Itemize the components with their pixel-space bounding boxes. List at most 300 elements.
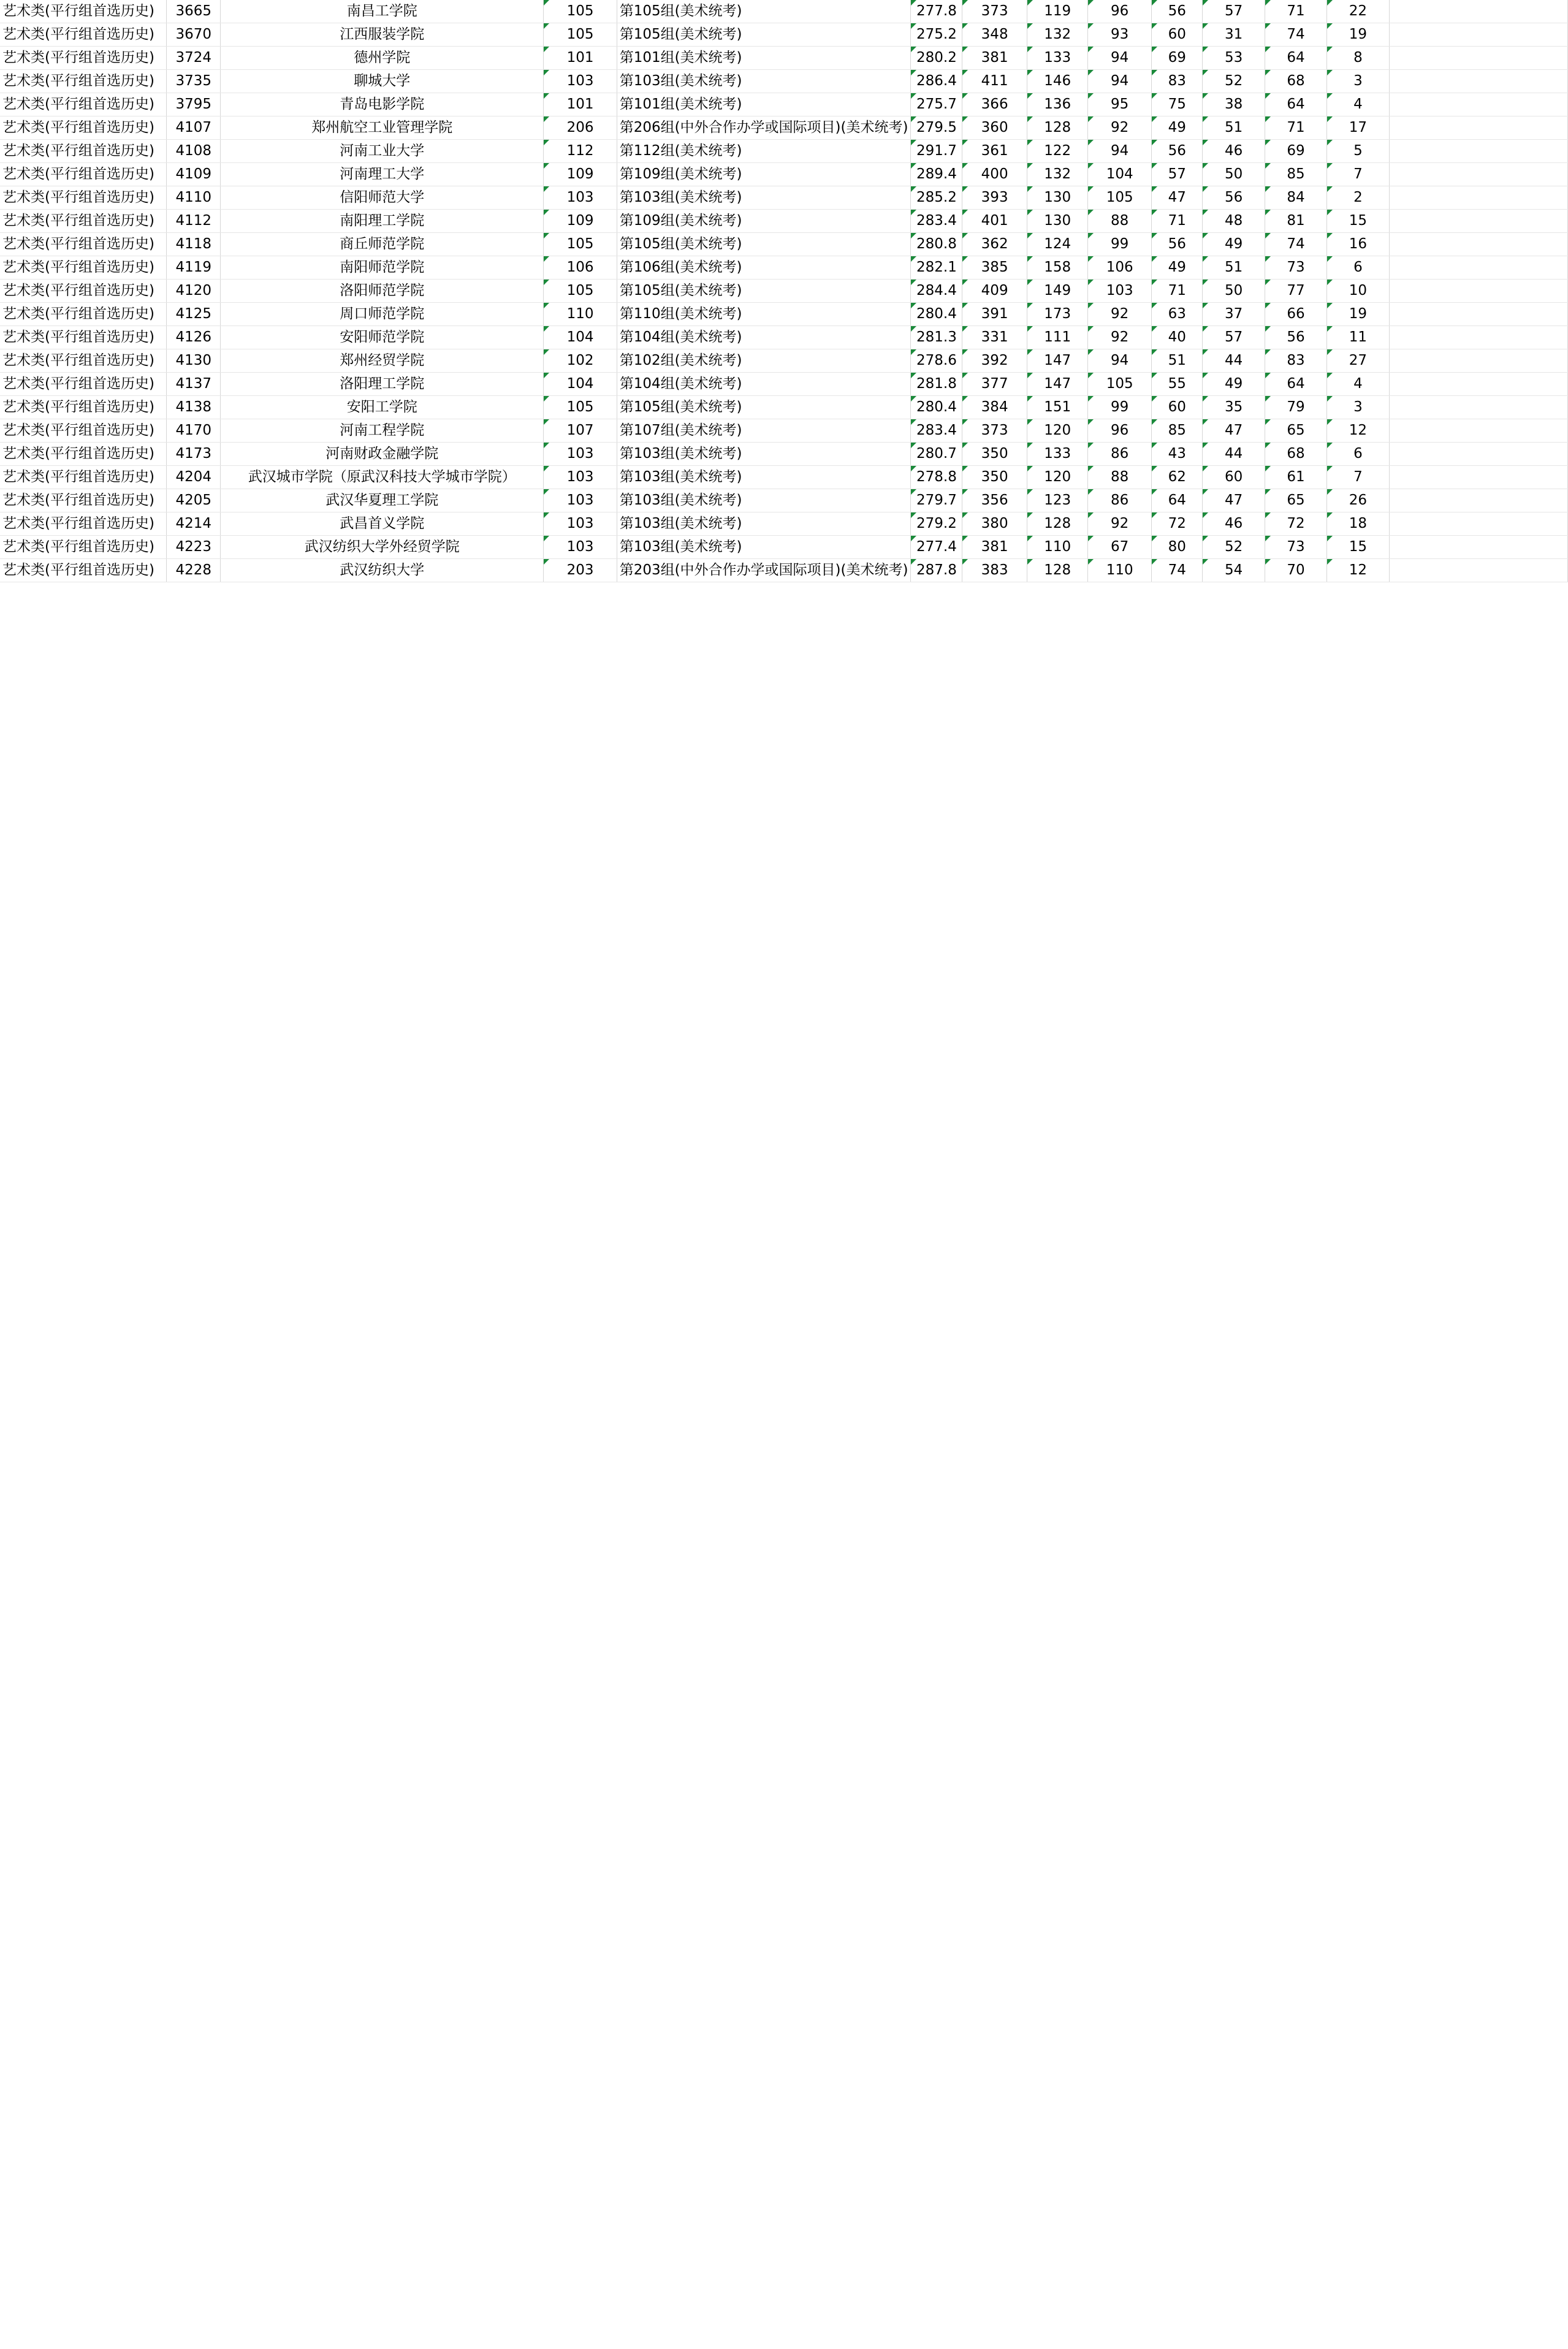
school-code-cell[interactable]: 4214 bbox=[167, 512, 221, 536]
chinese-score-cell[interactable]: 133 bbox=[1027, 47, 1088, 70]
group-name-cell[interactable]: 第109组(美术统考) bbox=[617, 210, 911, 233]
school-name-cell[interactable]: 南阳师范学院 bbox=[221, 256, 544, 280]
foreign-lang-cell[interactable]: 51 bbox=[1151, 349, 1203, 373]
group-name-cell[interactable]: 第203组(中外合作办学或国际项目)(美术统考) bbox=[617, 559, 911, 582]
second-subject-cell[interactable]: 70 bbox=[1265, 559, 1326, 582]
second-subject-cell[interactable]: 81 bbox=[1265, 210, 1326, 233]
remark-cell[interactable] bbox=[1389, 47, 1567, 70]
second-subject-cell[interactable]: 65 bbox=[1265, 419, 1326, 443]
table-row[interactable] bbox=[0, 93, 1568, 116]
math-score-cell[interactable]: 99 bbox=[1088, 233, 1152, 256]
parallel-count-cell[interactable]: 19 bbox=[1327, 303, 1389, 326]
group-code-cell[interactable]: 203 bbox=[544, 559, 617, 582]
second-subject-cell[interactable]: 61 bbox=[1265, 466, 1326, 489]
group-name-cell[interactable]: 第105组(美术统考) bbox=[617, 233, 911, 256]
math-score-cell[interactable]: 96 bbox=[1088, 0, 1152, 23]
first-subject-cell[interactable]: 46 bbox=[1203, 140, 1265, 163]
chinese-score-cell[interactable]: 123 bbox=[1027, 489, 1088, 512]
table-row[interactable] bbox=[0, 396, 1568, 419]
parallel-count-cell[interactable]: 19 bbox=[1327, 23, 1389, 47]
chinese-score-cell[interactable]: 124 bbox=[1027, 233, 1088, 256]
chinese-score-cell[interactable]: 149 bbox=[1027, 280, 1088, 303]
category-cell[interactable]: 艺术类(平行组首选历史) bbox=[0, 70, 167, 93]
parallel-count-cell[interactable]: 7 bbox=[1327, 466, 1389, 489]
school-code-cell[interactable]: 4125 bbox=[167, 303, 221, 326]
foreign-lang-cell[interactable]: 63 bbox=[1151, 303, 1203, 326]
min-score-cell[interactable]: 277.8 bbox=[911, 0, 962, 23]
math-score-cell[interactable]: 94 bbox=[1088, 349, 1152, 373]
group-code-cell[interactable]: 206 bbox=[544, 116, 617, 140]
table-row[interactable] bbox=[0, 280, 1568, 303]
math-score-cell[interactable]: 88 bbox=[1088, 210, 1152, 233]
group-code-cell[interactable]: 103 bbox=[544, 512, 617, 536]
group-name-cell[interactable]: 第101组(美术统考) bbox=[617, 47, 911, 70]
min-rank-cell[interactable]: 392 bbox=[962, 349, 1027, 373]
second-subject-cell[interactable]: 71 bbox=[1265, 0, 1326, 23]
school-name-cell[interactable]: 河南工程学院 bbox=[221, 419, 544, 443]
table-row[interactable] bbox=[0, 443, 1568, 466]
school-name-cell[interactable]: 安阳师范学院 bbox=[221, 326, 544, 349]
parallel-count-cell[interactable]: 15 bbox=[1327, 210, 1389, 233]
second-subject-cell[interactable]: 84 bbox=[1265, 186, 1326, 210]
school-name-cell[interactable]: 武昌首义学院 bbox=[221, 512, 544, 536]
table-row[interactable] bbox=[0, 303, 1568, 326]
min-score-cell[interactable]: 275.2 bbox=[911, 23, 962, 47]
second-subject-cell[interactable]: 74 bbox=[1265, 23, 1326, 47]
group-name-cell[interactable]: 第107组(美术统考) bbox=[617, 419, 911, 443]
remark-cell[interactable] bbox=[1389, 419, 1567, 443]
min-rank-cell[interactable]: 381 bbox=[962, 536, 1027, 559]
math-score-cell[interactable]: 94 bbox=[1088, 47, 1152, 70]
first-subject-cell[interactable]: 49 bbox=[1203, 373, 1265, 396]
min-rank-cell[interactable]: 373 bbox=[962, 0, 1027, 23]
chinese-score-cell[interactable]: 120 bbox=[1027, 419, 1088, 443]
second-subject-cell[interactable]: 56 bbox=[1265, 326, 1326, 349]
remark-cell[interactable] bbox=[1389, 23, 1567, 47]
group-name-cell[interactable]: 第112组(美术统考) bbox=[617, 140, 911, 163]
min-rank-cell[interactable]: 377 bbox=[962, 373, 1027, 396]
group-name-cell[interactable]: 第102组(美术统考) bbox=[617, 349, 911, 373]
min-score-cell[interactable]: 287.8 bbox=[911, 559, 962, 582]
school-code-cell[interactable]: 3665 bbox=[167, 0, 221, 23]
first-subject-cell[interactable]: 60 bbox=[1203, 466, 1265, 489]
school-name-cell[interactable]: 安阳工学院 bbox=[221, 396, 544, 419]
category-cell[interactable]: 艺术类(平行组首选历史) bbox=[0, 116, 167, 140]
foreign-lang-cell[interactable]: 64 bbox=[1151, 489, 1203, 512]
group-name-cell[interactable]: 第101组(美术统考) bbox=[617, 93, 911, 116]
second-subject-cell[interactable]: 74 bbox=[1265, 233, 1326, 256]
second-subject-cell[interactable]: 72 bbox=[1265, 512, 1326, 536]
foreign-lang-cell[interactable]: 71 bbox=[1151, 280, 1203, 303]
remark-cell[interactable] bbox=[1389, 536, 1567, 559]
first-subject-cell[interactable]: 51 bbox=[1203, 256, 1265, 280]
group-code-cell[interactable]: 103 bbox=[544, 70, 617, 93]
school-code-cell[interactable]: 4223 bbox=[167, 536, 221, 559]
first-subject-cell[interactable]: 46 bbox=[1203, 512, 1265, 536]
table-row[interactable] bbox=[0, 512, 1568, 536]
min-score-cell[interactable]: 277.4 bbox=[911, 536, 962, 559]
remark-cell[interactable] bbox=[1389, 70, 1567, 93]
chinese-score-cell[interactable]: 128 bbox=[1027, 512, 1088, 536]
math-score-cell[interactable]: 88 bbox=[1088, 466, 1152, 489]
second-subject-cell[interactable]: 73 bbox=[1265, 536, 1326, 559]
school-name-cell[interactable]: 武汉华夏理工学院 bbox=[221, 489, 544, 512]
min-rank-cell[interactable]: 380 bbox=[962, 512, 1027, 536]
chinese-score-cell[interactable]: 146 bbox=[1027, 70, 1088, 93]
school-name-cell[interactable]: 武汉城市学院（原武汉科技大学城市学院） bbox=[221, 466, 544, 489]
school-code-cell[interactable]: 4120 bbox=[167, 280, 221, 303]
school-code-cell[interactable]: 4205 bbox=[167, 489, 221, 512]
min-rank-cell[interactable]: 362 bbox=[962, 233, 1027, 256]
group-name-cell[interactable]: 第106组(美术统考) bbox=[617, 256, 911, 280]
second-subject-cell[interactable]: 69 bbox=[1265, 140, 1326, 163]
category-cell[interactable]: 艺术类(平行组首选历史) bbox=[0, 186, 167, 210]
min-rank-cell[interactable]: 331 bbox=[962, 326, 1027, 349]
parallel-count-cell[interactable]: 3 bbox=[1327, 70, 1389, 93]
min-rank-cell[interactable]: 366 bbox=[962, 93, 1027, 116]
remark-cell[interactable] bbox=[1389, 373, 1567, 396]
first-subject-cell[interactable]: 37 bbox=[1203, 303, 1265, 326]
school-name-cell[interactable]: 青岛电影学院 bbox=[221, 93, 544, 116]
foreign-lang-cell[interactable]: 49 bbox=[1151, 116, 1203, 140]
remark-cell[interactable] bbox=[1389, 93, 1567, 116]
group-code-cell[interactable]: 106 bbox=[544, 256, 617, 280]
group-code-cell[interactable]: 105 bbox=[544, 396, 617, 419]
group-code-cell[interactable]: 105 bbox=[544, 233, 617, 256]
group-code-cell[interactable]: 105 bbox=[544, 23, 617, 47]
parallel-count-cell[interactable]: 12 bbox=[1327, 559, 1389, 582]
remark-cell[interactable] bbox=[1389, 512, 1567, 536]
parallel-count-cell[interactable]: 10 bbox=[1327, 280, 1389, 303]
min-score-cell[interactable]: 282.1 bbox=[911, 256, 962, 280]
parallel-count-cell[interactable]: 4 bbox=[1327, 373, 1389, 396]
category-cell[interactable]: 艺术类(平行组首选历史) bbox=[0, 47, 167, 70]
group-name-cell[interactable]: 第105组(美术统考) bbox=[617, 23, 911, 47]
first-subject-cell[interactable]: 50 bbox=[1203, 163, 1265, 186]
min-score-cell[interactable]: 280.7 bbox=[911, 443, 962, 466]
school-code-cell[interactable]: 4118 bbox=[167, 233, 221, 256]
first-subject-cell[interactable]: 52 bbox=[1203, 70, 1265, 93]
category-cell[interactable]: 艺术类(平行组首选历史) bbox=[0, 373, 167, 396]
category-cell[interactable]: 艺术类(平行组首选历史) bbox=[0, 303, 167, 326]
category-cell[interactable]: 艺术类(平行组首选历史) bbox=[0, 233, 167, 256]
school-code-cell[interactable]: 3735 bbox=[167, 70, 221, 93]
foreign-lang-cell[interactable]: 72 bbox=[1151, 512, 1203, 536]
parallel-count-cell[interactable]: 27 bbox=[1327, 349, 1389, 373]
table-row[interactable] bbox=[0, 70, 1568, 93]
foreign-lang-cell[interactable]: 80 bbox=[1151, 536, 1203, 559]
second-subject-cell[interactable]: 64 bbox=[1265, 93, 1326, 116]
remark-cell[interactable] bbox=[1389, 349, 1567, 373]
second-subject-cell[interactable]: 65 bbox=[1265, 489, 1326, 512]
min-score-cell[interactable]: 283.4 bbox=[911, 419, 962, 443]
min-rank-cell[interactable]: 411 bbox=[962, 70, 1027, 93]
min-rank-cell[interactable]: 384 bbox=[962, 396, 1027, 419]
group-name-cell[interactable]: 第104组(美术统考) bbox=[617, 373, 911, 396]
foreign-lang-cell[interactable]: 56 bbox=[1151, 233, 1203, 256]
group-code-cell[interactable]: 109 bbox=[544, 163, 617, 186]
chinese-score-cell[interactable]: 120 bbox=[1027, 466, 1088, 489]
foreign-lang-cell[interactable]: 56 bbox=[1151, 0, 1203, 23]
math-score-cell[interactable]: 99 bbox=[1088, 396, 1152, 419]
parallel-count-cell[interactable]: 15 bbox=[1327, 536, 1389, 559]
remark-cell[interactable] bbox=[1389, 140, 1567, 163]
math-score-cell[interactable]: 92 bbox=[1088, 512, 1152, 536]
school-name-cell[interactable]: 南阳理工学院 bbox=[221, 210, 544, 233]
parallel-count-cell[interactable]: 3 bbox=[1327, 396, 1389, 419]
group-code-cell[interactable]: 112 bbox=[544, 140, 617, 163]
min-rank-cell[interactable]: 391 bbox=[962, 303, 1027, 326]
min-score-cell[interactable]: 280.4 bbox=[911, 303, 962, 326]
first-subject-cell[interactable]: 38 bbox=[1203, 93, 1265, 116]
math-score-cell[interactable]: 94 bbox=[1088, 70, 1152, 93]
math-score-cell[interactable]: 103 bbox=[1088, 280, 1152, 303]
table-row[interactable] bbox=[0, 326, 1568, 349]
min-score-cell[interactable]: 286.4 bbox=[911, 70, 962, 93]
group-name-cell[interactable]: 第105组(美术统考) bbox=[617, 396, 911, 419]
school-code-cell[interactable]: 4108 bbox=[167, 140, 221, 163]
chinese-score-cell[interactable]: 173 bbox=[1027, 303, 1088, 326]
school-name-cell[interactable]: 江西服装学院 bbox=[221, 23, 544, 47]
parallel-count-cell[interactable]: 5 bbox=[1327, 140, 1389, 163]
group-code-cell[interactable]: 104 bbox=[544, 373, 617, 396]
first-subject-cell[interactable]: 51 bbox=[1203, 116, 1265, 140]
min-rank-cell[interactable]: 393 bbox=[962, 186, 1027, 210]
school-name-cell[interactable]: 周口师范学院 bbox=[221, 303, 544, 326]
foreign-lang-cell[interactable]: 43 bbox=[1151, 443, 1203, 466]
math-score-cell[interactable]: 93 bbox=[1088, 23, 1152, 47]
chinese-score-cell[interactable]: 136 bbox=[1027, 93, 1088, 116]
remark-cell[interactable] bbox=[1389, 489, 1567, 512]
parallel-count-cell[interactable]: 8 bbox=[1327, 47, 1389, 70]
school-code-cell[interactable]: 4137 bbox=[167, 373, 221, 396]
min-rank-cell[interactable]: 383 bbox=[962, 559, 1027, 582]
chinese-score-cell[interactable]: 111 bbox=[1027, 326, 1088, 349]
school-name-cell[interactable]: 洛阳师范学院 bbox=[221, 280, 544, 303]
category-cell[interactable]: 艺术类(平行组首选历史) bbox=[0, 280, 167, 303]
group-name-cell[interactable]: 第103组(美术统考) bbox=[617, 70, 911, 93]
category-cell[interactable]: 艺术类(平行组首选历史) bbox=[0, 140, 167, 163]
foreign-lang-cell[interactable]: 49 bbox=[1151, 256, 1203, 280]
group-code-cell[interactable]: 107 bbox=[544, 419, 617, 443]
parallel-count-cell[interactable]: 2 bbox=[1327, 186, 1389, 210]
foreign-lang-cell[interactable]: 75 bbox=[1151, 93, 1203, 116]
parallel-count-cell[interactable]: 16 bbox=[1327, 233, 1389, 256]
min-score-cell[interactable]: 291.7 bbox=[911, 140, 962, 163]
chinese-score-cell[interactable]: 132 bbox=[1027, 23, 1088, 47]
table-row[interactable] bbox=[0, 163, 1568, 186]
table-row[interactable] bbox=[0, 186, 1568, 210]
school-name-cell[interactable]: 郑州航空工业管理学院 bbox=[221, 116, 544, 140]
category-cell[interactable]: 艺术类(平行组首选历史) bbox=[0, 443, 167, 466]
category-cell[interactable]: 艺术类(平行组首选历史) bbox=[0, 419, 167, 443]
parallel-count-cell[interactable]: 17 bbox=[1327, 116, 1389, 140]
table-row[interactable] bbox=[0, 419, 1568, 443]
min-score-cell[interactable]: 284.4 bbox=[911, 280, 962, 303]
min-score-cell[interactable]: 280.8 bbox=[911, 233, 962, 256]
min-score-cell[interactable]: 275.7 bbox=[911, 93, 962, 116]
school-code-cell[interactable]: 4112 bbox=[167, 210, 221, 233]
second-subject-cell[interactable]: 71 bbox=[1265, 116, 1326, 140]
group-code-cell[interactable]: 101 bbox=[544, 93, 617, 116]
school-name-cell[interactable]: 河南理工大学 bbox=[221, 163, 544, 186]
first-subject-cell[interactable]: 44 bbox=[1203, 443, 1265, 466]
remark-cell[interactable] bbox=[1389, 163, 1567, 186]
category-cell[interactable]: 艺术类(平行组首选历史) bbox=[0, 512, 167, 536]
category-cell[interactable]: 艺术类(平行组首选历史) bbox=[0, 256, 167, 280]
group-code-cell[interactable]: 103 bbox=[544, 443, 617, 466]
school-code-cell[interactable]: 4173 bbox=[167, 443, 221, 466]
parallel-count-cell[interactable]: 4 bbox=[1327, 93, 1389, 116]
remark-cell[interactable] bbox=[1389, 303, 1567, 326]
table-row[interactable] bbox=[0, 47, 1568, 70]
min-score-cell[interactable]: 278.6 bbox=[911, 349, 962, 373]
school-code-cell[interactable]: 4138 bbox=[167, 396, 221, 419]
math-score-cell[interactable]: 110 bbox=[1088, 559, 1152, 582]
remark-cell[interactable] bbox=[1389, 0, 1567, 23]
second-subject-cell[interactable]: 68 bbox=[1265, 443, 1326, 466]
first-subject-cell[interactable]: 52 bbox=[1203, 536, 1265, 559]
school-code-cell[interactable]: 4130 bbox=[167, 349, 221, 373]
school-code-cell[interactable]: 4109 bbox=[167, 163, 221, 186]
min-score-cell[interactable]: 285.2 bbox=[911, 186, 962, 210]
remark-cell[interactable] bbox=[1389, 326, 1567, 349]
category-cell[interactable]: 艺术类(平行组首选历史) bbox=[0, 349, 167, 373]
math-score-cell[interactable]: 92 bbox=[1088, 326, 1152, 349]
foreign-lang-cell[interactable]: 85 bbox=[1151, 419, 1203, 443]
first-subject-cell[interactable]: 57 bbox=[1203, 326, 1265, 349]
school-name-cell[interactable]: 信阳师范大学 bbox=[221, 186, 544, 210]
category-cell[interactable]: 艺术类(平行组首选历史) bbox=[0, 0, 167, 23]
min-score-cell[interactable]: 289.4 bbox=[911, 163, 962, 186]
foreign-lang-cell[interactable]: 60 bbox=[1151, 396, 1203, 419]
min-score-cell[interactable]: 281.8 bbox=[911, 373, 962, 396]
group-code-cell[interactable]: 103 bbox=[544, 186, 617, 210]
group-name-cell[interactable]: 第103组(美术统考) bbox=[617, 186, 911, 210]
first-subject-cell[interactable]: 56 bbox=[1203, 186, 1265, 210]
chinese-score-cell[interactable]: 151 bbox=[1027, 396, 1088, 419]
foreign-lang-cell[interactable]: 71 bbox=[1151, 210, 1203, 233]
group-name-cell[interactable]: 第104组(美术统考) bbox=[617, 326, 911, 349]
group-code-cell[interactable]: 105 bbox=[544, 280, 617, 303]
group-code-cell[interactable]: 103 bbox=[544, 489, 617, 512]
group-code-cell[interactable]: 103 bbox=[544, 466, 617, 489]
category-cell[interactable]: 艺术类(平行组首选历史) bbox=[0, 163, 167, 186]
chinese-score-cell[interactable]: 130 bbox=[1027, 186, 1088, 210]
table-row[interactable] bbox=[0, 256, 1568, 280]
first-subject-cell[interactable]: 50 bbox=[1203, 280, 1265, 303]
math-score-cell[interactable]: 86 bbox=[1088, 489, 1152, 512]
second-subject-cell[interactable]: 79 bbox=[1265, 396, 1326, 419]
first-subject-cell[interactable]: 35 bbox=[1203, 396, 1265, 419]
min-score-cell[interactable]: 279.2 bbox=[911, 512, 962, 536]
group-code-cell[interactable]: 110 bbox=[544, 303, 617, 326]
min-score-cell[interactable]: 280.4 bbox=[911, 396, 962, 419]
min-score-cell[interactable]: 278.8 bbox=[911, 466, 962, 489]
group-name-cell[interactable]: 第109组(美术统考) bbox=[617, 163, 911, 186]
first-subject-cell[interactable]: 47 bbox=[1203, 489, 1265, 512]
parallel-count-cell[interactable]: 11 bbox=[1327, 326, 1389, 349]
min-rank-cell[interactable]: 401 bbox=[962, 210, 1027, 233]
math-score-cell[interactable]: 105 bbox=[1088, 373, 1152, 396]
chinese-score-cell[interactable]: 147 bbox=[1027, 349, 1088, 373]
min-score-cell[interactable]: 283.4 bbox=[911, 210, 962, 233]
school-name-cell[interactable]: 武汉纺织大学外经贸学院 bbox=[221, 536, 544, 559]
category-cell[interactable]: 艺术类(平行组首选历史) bbox=[0, 93, 167, 116]
table-row[interactable] bbox=[0, 210, 1568, 233]
second-subject-cell[interactable]: 83 bbox=[1265, 349, 1326, 373]
group-code-cell[interactable]: 104 bbox=[544, 326, 617, 349]
group-code-cell[interactable]: 101 bbox=[544, 47, 617, 70]
group-name-cell[interactable]: 第105组(美术统考) bbox=[617, 280, 911, 303]
second-subject-cell[interactable]: 68 bbox=[1265, 70, 1326, 93]
school-name-cell[interactable]: 德州学院 bbox=[221, 47, 544, 70]
category-cell[interactable]: 艺术类(平行组首选历史) bbox=[0, 210, 167, 233]
min-rank-cell[interactable]: 348 bbox=[962, 23, 1027, 47]
group-name-cell[interactable]: 第103组(美术统考) bbox=[617, 536, 911, 559]
first-subject-cell[interactable]: 47 bbox=[1203, 419, 1265, 443]
table-row[interactable] bbox=[0, 140, 1568, 163]
chinese-score-cell[interactable]: 158 bbox=[1027, 256, 1088, 280]
remark-cell[interactable] bbox=[1389, 210, 1567, 233]
remark-cell[interactable] bbox=[1389, 466, 1567, 489]
chinese-score-cell[interactable]: 128 bbox=[1027, 559, 1088, 582]
school-name-cell[interactable]: 南昌工学院 bbox=[221, 0, 544, 23]
group-code-cell[interactable]: 102 bbox=[544, 349, 617, 373]
parallel-count-cell[interactable]: 12 bbox=[1327, 419, 1389, 443]
category-cell[interactable]: 艺术类(平行组首选历史) bbox=[0, 23, 167, 47]
school-code-cell[interactable]: 4204 bbox=[167, 466, 221, 489]
category-cell[interactable]: 艺术类(平行组首选历史) bbox=[0, 396, 167, 419]
foreign-lang-cell[interactable]: 56 bbox=[1151, 140, 1203, 163]
foreign-lang-cell[interactable]: 83 bbox=[1151, 70, 1203, 93]
math-score-cell[interactable]: 94 bbox=[1088, 140, 1152, 163]
foreign-lang-cell[interactable]: 74 bbox=[1151, 559, 1203, 582]
min-rank-cell[interactable]: 350 bbox=[962, 443, 1027, 466]
min-rank-cell[interactable]: 360 bbox=[962, 116, 1027, 140]
second-subject-cell[interactable]: 66 bbox=[1265, 303, 1326, 326]
school-code-cell[interactable]: 4126 bbox=[167, 326, 221, 349]
min-rank-cell[interactable]: 385 bbox=[962, 256, 1027, 280]
chinese-score-cell[interactable]: 130 bbox=[1027, 210, 1088, 233]
school-name-cell[interactable]: 聊城大学 bbox=[221, 70, 544, 93]
min-rank-cell[interactable]: 400 bbox=[962, 163, 1027, 186]
group-name-cell[interactable]: 第103组(美术统考) bbox=[617, 512, 911, 536]
math-score-cell[interactable]: 95 bbox=[1088, 93, 1152, 116]
first-subject-cell[interactable]: 31 bbox=[1203, 23, 1265, 47]
math-score-cell[interactable]: 86 bbox=[1088, 443, 1152, 466]
min-score-cell[interactable]: 279.7 bbox=[911, 489, 962, 512]
group-name-cell[interactable]: 第110组(美术统考) bbox=[617, 303, 911, 326]
parallel-count-cell[interactable]: 18 bbox=[1327, 512, 1389, 536]
foreign-lang-cell[interactable]: 55 bbox=[1151, 373, 1203, 396]
min-score-cell[interactable]: 281.3 bbox=[911, 326, 962, 349]
min-rank-cell[interactable]: 356 bbox=[962, 489, 1027, 512]
table-row[interactable] bbox=[0, 536, 1568, 559]
school-code-cell[interactable]: 4228 bbox=[167, 559, 221, 582]
min-rank-cell[interactable]: 373 bbox=[962, 419, 1027, 443]
school-name-cell[interactable]: 河南财政金融学院 bbox=[221, 443, 544, 466]
table-row[interactable] bbox=[0, 373, 1568, 396]
parallel-count-cell[interactable]: 6 bbox=[1327, 443, 1389, 466]
chinese-score-cell[interactable]: 147 bbox=[1027, 373, 1088, 396]
school-name-cell[interactable]: 郑州经贸学院 bbox=[221, 349, 544, 373]
chinese-score-cell[interactable]: 128 bbox=[1027, 116, 1088, 140]
table-row[interactable] bbox=[0, 349, 1568, 373]
math-score-cell[interactable]: 105 bbox=[1088, 186, 1152, 210]
group-code-cell[interactable]: 105 bbox=[544, 0, 617, 23]
math-score-cell[interactable]: 92 bbox=[1088, 303, 1152, 326]
